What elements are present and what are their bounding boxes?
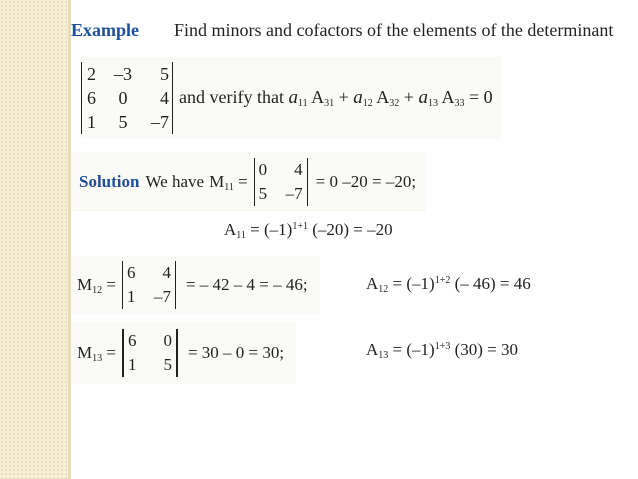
m13-matrix: 6 1 0 5	[122, 329, 178, 377]
m11-result: = 0 –20 = –20;	[315, 172, 417, 191]
m11-matrix: 0 5 4 –7	[254, 158, 308, 206]
solution-label: Solution	[79, 172, 140, 191]
example-text: Find minors and cofactors of the elements of the determinant	[174, 20, 614, 40]
m12-line	[71, 256, 320, 314]
m13-line	[71, 322, 296, 384]
solution-m11-line	[71, 152, 426, 212]
verify-statement: and verify that $a_{11}$ $A_{31} + a_{12}$ $A_{32} + a_{13}$ $A_{33} = 0$	[179, 87, 493, 109]
determinant-line	[81, 57, 501, 139]
determinant-matrix	[81, 62, 173, 134]
example-label: Example	[71, 20, 140, 40]
m12-matrix: 6 1 4 –7	[122, 261, 176, 309]
det-cell-3-2: 5	[118, 112, 128, 132]
verify-eq: = 0	[468, 87, 493, 107]
a13-line: $A_{13} = (-1)^{1+3}$ (30) = 30	[366, 340, 519, 361]
det-cell-1-1: 2	[87, 64, 96, 84]
m13-result: = 30 – 0 = 30;	[187, 343, 285, 362]
m12-symbol: $M_{12}$ =	[77, 275, 116, 296]
decorative-sidebar	[0, 0, 68, 479]
m13-symbol: $M_{13}$ =	[77, 343, 116, 364]
m12-result: = – 42 – 4 = – 46;	[185, 275, 308, 294]
det-cell-2-2: 0	[118, 88, 128, 108]
m11-symbol: $M_{11}$ =	[209, 172, 248, 193]
det-cell-3-3: –7	[151, 112, 169, 132]
det-cell-3-1: 1	[87, 112, 96, 132]
det-cell-1-3: 5	[160, 64, 169, 84]
solution-intro: We have	[145, 172, 205, 191]
example-heading	[71, 20, 613, 41]
sidebar-edge	[68, 0, 71, 479]
a12-line: $A_{12} = (-1)^{1+2}$ (– 46) = 46	[366, 274, 531, 295]
a11-line: $A_{11} = (-1)^{1+1}$ (–20) = –20	[224, 220, 393, 241]
det-cell-1-2: –3	[114, 64, 132, 84]
verify-prefix: and verify that	[179, 87, 284, 107]
det-cell-2-3: 4	[160, 88, 169, 108]
det-cell-2-1: 6	[87, 88, 96, 108]
